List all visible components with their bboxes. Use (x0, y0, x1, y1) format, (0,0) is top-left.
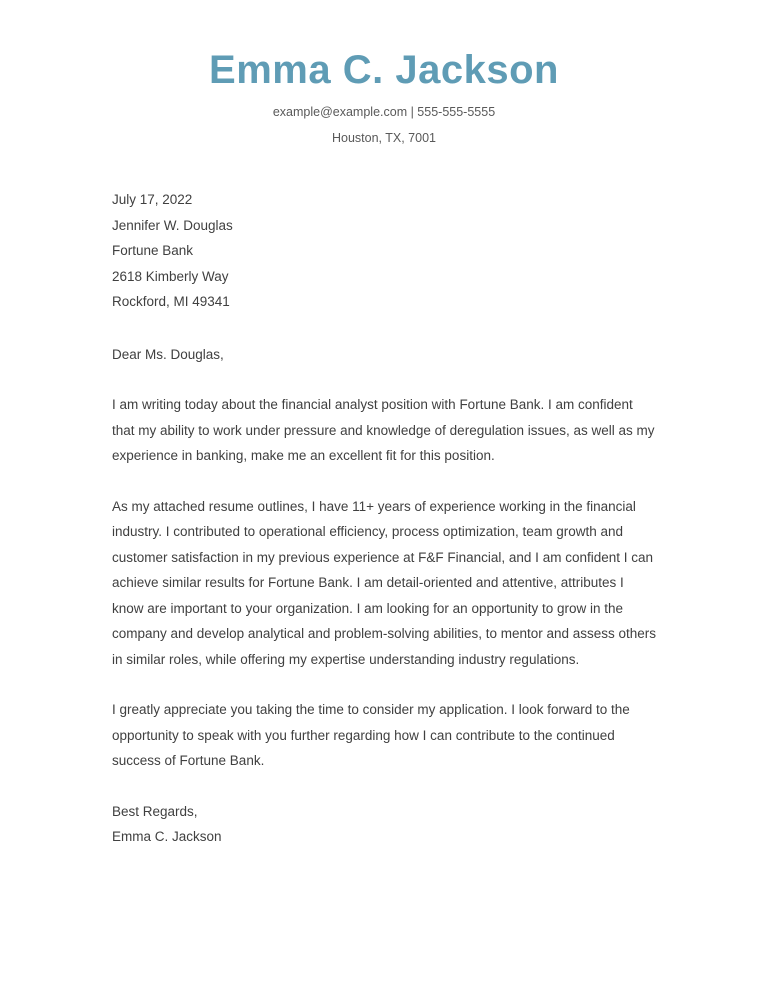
address-block (112, 187, 657, 315)
paragraph-intro: I am writing today about the financial analyst position with Fortune Bank. I am confident that my ability to work under pressure and knowledge of deregulation issues, as well as my experience in banking, make me an excellent fit for this position. (112, 397, 655, 463)
closing-block (112, 799, 657, 850)
location-info: Houston, TX, 7001 (331, 130, 436, 145)
letter-date: July 17, 2022 (112, 192, 193, 207)
recipient-company: Fortune Bank (112, 243, 194, 258)
recipient-street: 2618 Kimberly Way (112, 268, 229, 284)
paragraph-experience: As my attached resume outlines, I have 11+ years of experience working in the financial industry. I contributed to operational efficiency, process optimization, team growth and customer satisfaction in my previous experience at F&F Financial, and I am confident I can achieve similar results for Fortune Bank. I am detail-oriented and attentive, attributes I know are important to your organization. I am looking for an opportunity to grow in the company and develop analytical and problem-solving abilities, to mentor and assess others in similar roles, while offering my expertise understanding industry regulations. (112, 498, 657, 667)
contact-info: example@example.com | 555-555-5555 (272, 105, 496, 119)
paragraph-thanks: I greatly appreciate you taking the time to consider my application. I look forward to the opportunity to speak with you further regarding how I can contribute to the continued success of Fortune Bank. (112, 702, 630, 768)
signature-name: Emma C. Jackson (112, 829, 222, 844)
closing-phrase: Best Regards, (112, 803, 198, 819)
salutation: Dear Ms. Douglas, (112, 346, 224, 362)
letter-body (112, 187, 657, 850)
letter-header (0, 0, 768, 147)
recipient-name: Jennifer W. Douglas (112, 217, 233, 233)
recipient-city: Rockford, MI 49341 (112, 294, 230, 309)
candidate-name: Emma C. Jackson (209, 48, 559, 92)
